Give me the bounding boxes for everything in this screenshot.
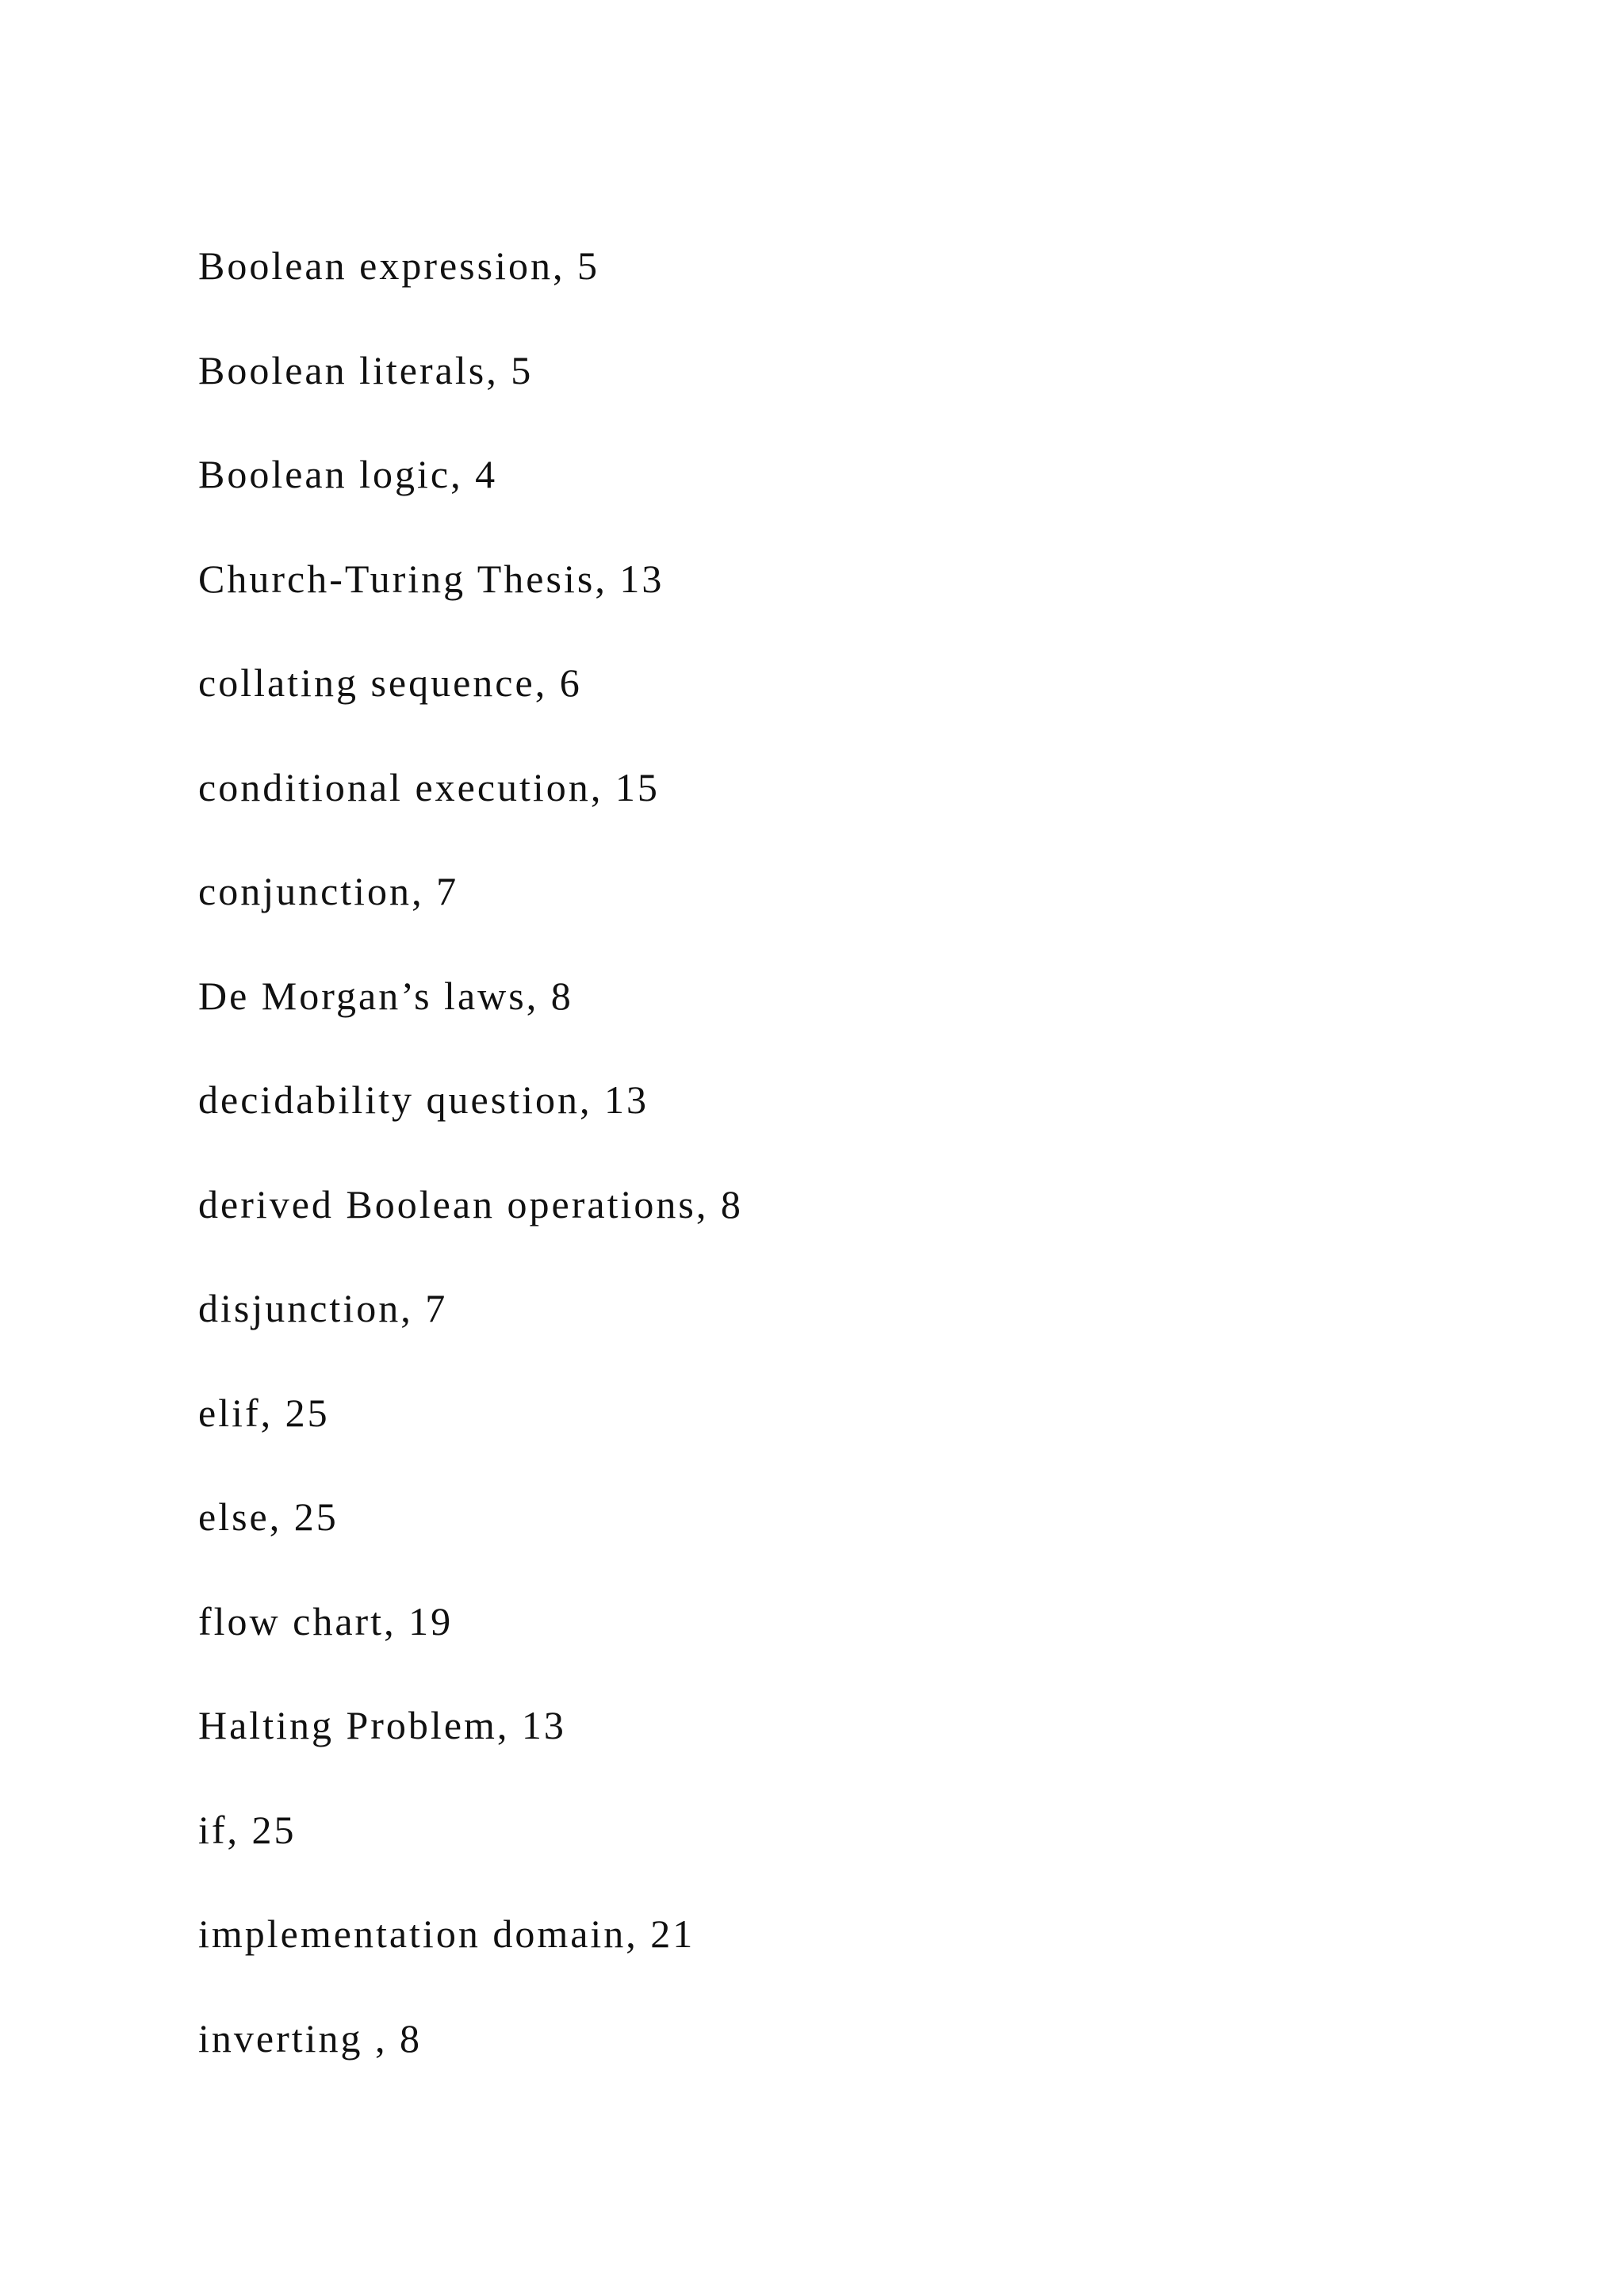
index-term: De Morgan’s laws [198, 973, 527, 1018]
index-entry: conjunction, 7 [198, 869, 459, 913]
index-page-number: 21 [650, 1911, 695, 1956]
index-page-number: 25 [251, 1807, 297, 1852]
index-entry: conditional execution, 15 [198, 764, 660, 809]
index-list [198, 242, 743, 2118]
index-term: Boolean literals [198, 347, 487, 392]
index-entry: derived Boolean operations, 8 [198, 1181, 743, 1226]
index-term: derived Boolean operations [198, 1181, 696, 1226]
index-entry: elif, 25 [198, 1390, 330, 1435]
index-page-number: 4 [475, 452, 498, 496]
index-page-number: 25 [293, 1494, 339, 1539]
index-term: Church-Turing Thesis [198, 556, 596, 601]
index-term: disjunction [198, 1286, 401, 1330]
index-page-number: 6 [559, 660, 582, 705]
index-page-number: 19 [408, 1598, 454, 1644]
index-page-number: 25 [285, 1390, 330, 1435]
index-entry: if, 25 [198, 1807, 297, 1852]
index-page-number: 8 [550, 973, 573, 1018]
index-entry: Boolean expression, 5 [198, 243, 599, 288]
index-term: elif [198, 1390, 261, 1435]
index-term: else [198, 1494, 270, 1539]
index-entry: disjunction, 7 [198, 1286, 448, 1330]
index-entry: else, 25 [198, 1494, 339, 1539]
index-entry: collating sequence, 6 [198, 660, 582, 705]
index-entry: implementation domain, 21 [198, 1911, 695, 1956]
index-term: collating sequence [198, 660, 535, 705]
index-term: Halting Problem [198, 1703, 497, 1747]
index-entry: flow chart, 19 [198, 1598, 454, 1644]
index-entry: inverting , 8 [198, 2015, 423, 2061]
index-term: flow chart [198, 1598, 385, 1644]
index-page-number: 13 [619, 556, 665, 601]
index-term: Boolean expression [198, 243, 553, 288]
index-term: inverting [198, 2015, 376, 2061]
index-page-number: 8 [720, 1181, 743, 1226]
index-page-number: 5 [576, 243, 599, 288]
index-term: conditional execution [198, 764, 591, 809]
index-page-number: 5 [511, 347, 534, 392]
index-page-number: 7 [436, 869, 459, 913]
index-page-number: 8 [400, 2015, 423, 2061]
index-entry: Church-Turing Thesis, 13 [198, 556, 665, 601]
index-entry: De Morgan’s laws, 8 [198, 973, 573, 1018]
index-page-number: 15 [615, 764, 660, 809]
index-term: implementation domain [198, 1911, 626, 1956]
index-entry: Boolean logic, 4 [198, 452, 498, 496]
index-term: if [198, 1807, 228, 1852]
index-entry: Boolean literals, 5 [198, 347, 534, 392]
index-page-number: 13 [603, 1077, 649, 1122]
index-page-number: 7 [425, 1286, 448, 1330]
index-term: Boolean logic [198, 452, 451, 496]
index-term: decidability question [198, 1077, 580, 1122]
index-entry: Halting Problem, 13 [198, 1703, 566, 1747]
index-term: conjunction [198, 869, 412, 913]
index-entry: decidability question, 13 [198, 1077, 649, 1122]
index-page-number: 13 [521, 1703, 566, 1747]
